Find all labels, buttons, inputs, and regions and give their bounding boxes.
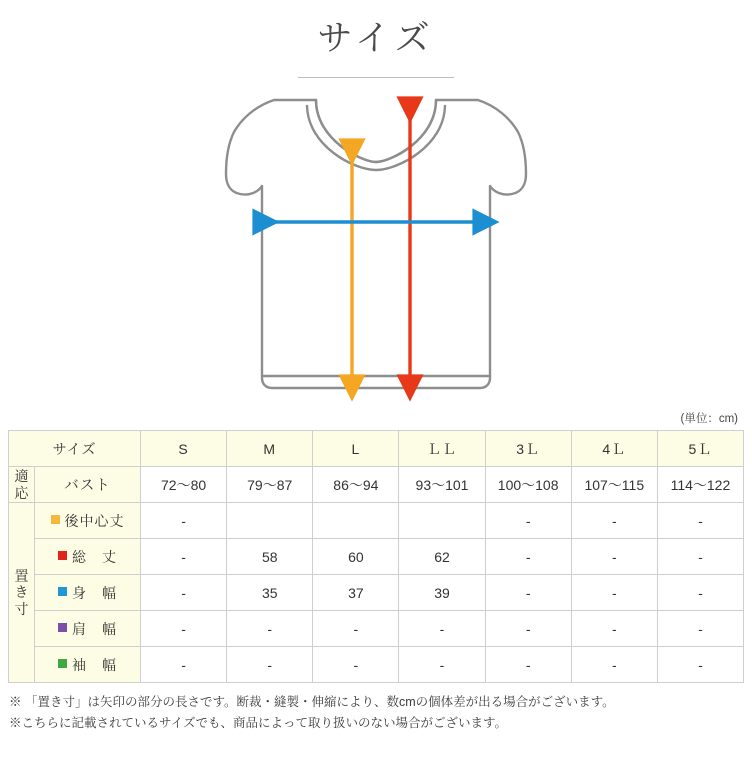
cell-shoulder-m: - [227,611,313,647]
header-m: M [227,431,313,467]
cell-cbl-3l: - [485,503,571,539]
title-divider [298,77,454,78]
row-label-text: 肩 幅 [72,620,117,637]
cell-cbl-m [227,503,313,539]
swatch-purple [58,623,67,632]
footnotes [0,692,752,733]
cell-cbl-5l: - [657,503,743,539]
swatch-green [58,659,67,668]
cell-shoulder-3l: - [485,611,571,647]
cell-bust-3l: 100～108 [485,467,571,503]
cell-sleeve-m: - [227,647,313,683]
header-3l: 3Ｌ [485,431,571,467]
cell-cbl-l [313,503,399,539]
header-5l: 5Ｌ [657,431,743,467]
swatch-blue [58,587,67,596]
table-header-row [9,431,744,467]
cell-total-l: 60 [313,539,399,575]
cell-total-m: 58 [227,539,313,575]
cell-sleeve-4l: - [571,647,657,683]
garment-illustration [0,88,752,408]
cell-shoulder-4l: - [571,611,657,647]
cell-shoulder-s: - [141,611,227,647]
category-tekiou: 適応 [9,467,35,503]
cell-total-4l: - [571,539,657,575]
cell-bust-ll: 93～101 [399,467,485,503]
row-label-text: 袖 幅 [72,656,117,673]
row-label-shoulder-width [35,611,141,647]
cell-width-4l: - [571,575,657,611]
footnote-1: ※ 「置き寸」は矢印の部分の長さです。断裁・縫製・伸縮により、数cmの個体差が出る場合がございます。 [9,695,615,709]
row-label-text: 身 幅 [72,584,117,601]
table-row [9,539,744,575]
cell-cbl-4l: - [571,503,657,539]
cell-total-s: - [141,539,227,575]
row-label-sleeve-width [35,647,141,683]
table-row [9,611,744,647]
cell-sleeve-s: - [141,647,227,683]
swatch-red [58,551,67,560]
table-row [9,467,744,503]
row-label-text: 後中心丈 [64,512,125,529]
row-label-total-length [35,539,141,575]
page-title: サイズ [317,19,435,58]
cell-total-ll: 62 [399,539,485,575]
header-ll: ＬＬ [399,431,485,467]
unit-note: (単位：cm) [680,413,738,425]
page-title-block [0,0,752,78]
table-row [9,575,744,611]
cell-width-3l: - [485,575,571,611]
cell-bust-s: 72～80 [141,467,227,503]
cell-sleeve-ll: - [399,647,485,683]
cell-total-5l: - [657,539,743,575]
header-s: S [141,431,227,467]
cell-shoulder-l: - [313,611,399,647]
cell-total-3l: - [485,539,571,575]
garment-outline [226,100,526,388]
header-4l: 4Ｌ [571,431,657,467]
cell-shoulder-5l: - [657,611,743,647]
cell-sleeve-3l: - [485,647,571,683]
footnote-2: ※こちらに記載されているサイズでも、商品によって取り扱いのない場合がございます。 [9,715,508,730]
cell-width-s: - [141,575,227,611]
swatch-orange [51,515,60,524]
category-okisun: 置き寸 [9,503,35,683]
header-size: サイズ [9,431,141,467]
size-table [8,430,744,683]
cell-bust-m: 79～87 [227,467,313,503]
row-label-bust: バスト [35,467,141,503]
cell-cbl-s: - [141,503,227,539]
header-l: L [313,431,399,467]
cell-sleeve-5l: - [657,647,743,683]
cell-width-ll: 39 [399,575,485,611]
row-label-body-width [35,575,141,611]
cell-bust-l: 86～94 [313,467,399,503]
cell-sleeve-l: - [313,647,399,683]
tank-top-diagram-svg [166,88,586,408]
cell-width-5l: - [657,575,743,611]
row-label-center-back-length [35,503,141,539]
table-row [9,647,744,683]
cell-width-l: 37 [313,575,399,611]
table-row [9,503,744,539]
cell-cbl-ll [399,503,485,539]
cell-bust-5l: 114～122 [657,467,743,503]
cell-width-m: 35 [227,575,313,611]
cell-bust-4l: 107～115 [571,467,657,503]
row-label-text: 総 丈 [72,548,117,565]
cell-shoulder-ll: - [399,611,485,647]
